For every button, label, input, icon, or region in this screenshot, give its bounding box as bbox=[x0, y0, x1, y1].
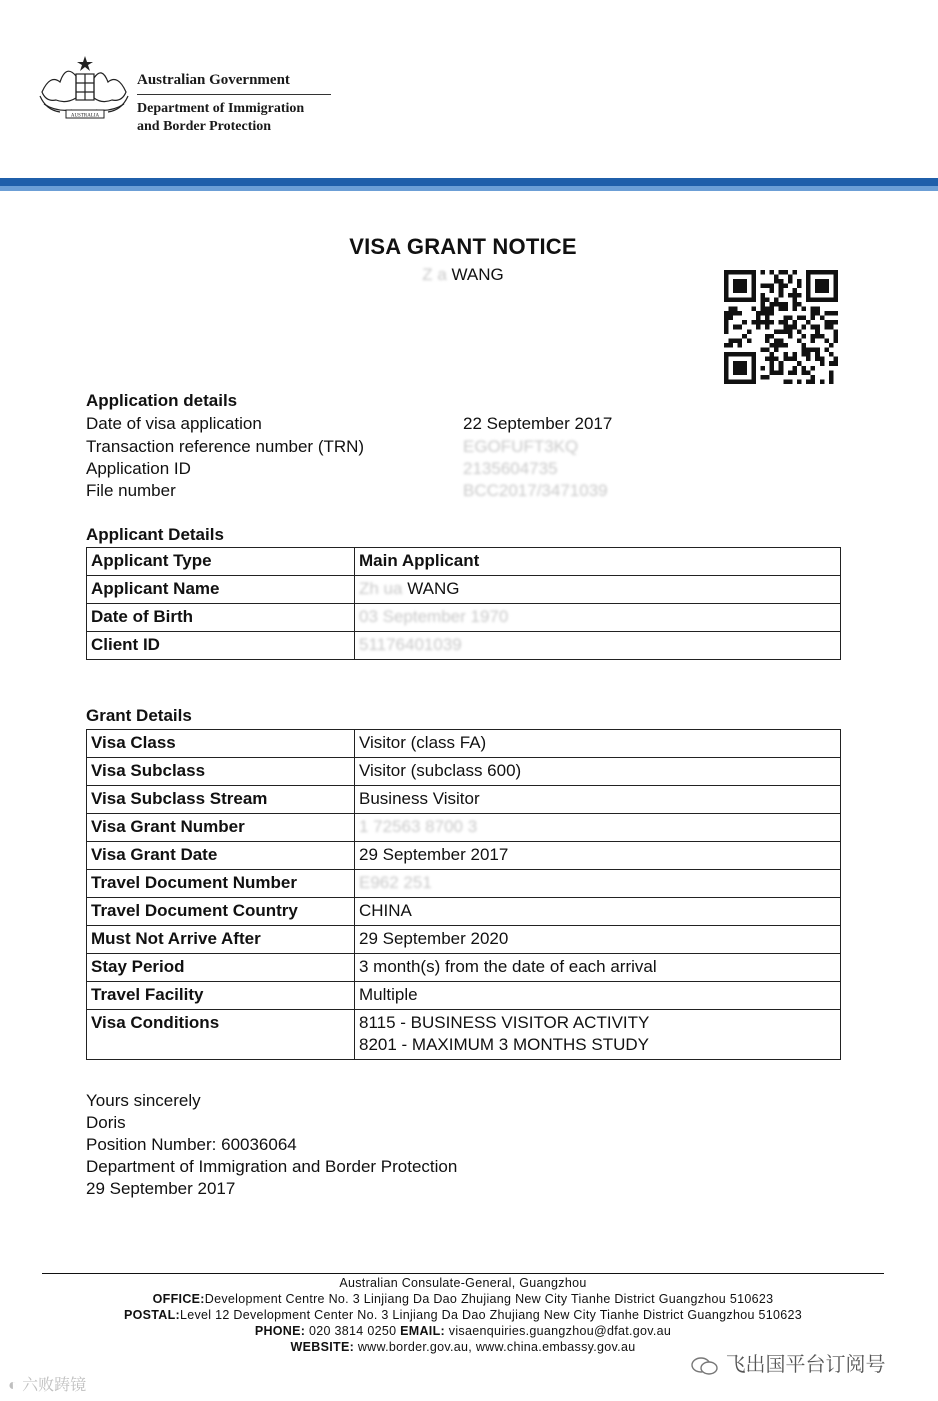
table-label: Visa Grant Date bbox=[87, 842, 355, 870]
redacted-given-name: Zh ua bbox=[359, 579, 403, 598]
table-row bbox=[87, 898, 841, 926]
table-row bbox=[87, 982, 841, 1010]
table-label: Must Not Arrive After bbox=[87, 926, 355, 954]
position-number: Position Number: 60036064 bbox=[86, 1135, 297, 1154]
government-name: Australian Government bbox=[137, 72, 331, 95]
crest-banner-text: AUSTRALIA bbox=[70, 113, 100, 119]
redacted-value: 1 72563 8700 3 bbox=[359, 817, 478, 836]
table-row bbox=[87, 548, 841, 576]
coat-of-arms-icon bbox=[36, 52, 132, 122]
office-address: OFFICE:Development Centre No. 3 Linjiang Da Dao Zhujiang New City Tianhe District Guangzhou 510623 bbox=[152, 1292, 774, 1306]
watermark-left: ◐ 六败踌镜 bbox=[8, 1377, 87, 1394]
website-line: WEBSITE: www.border.gov.au, www.china.embassy.gov.au bbox=[290, 1340, 636, 1354]
app-value-trn: EGOFUFT3KQ bbox=[463, 437, 579, 456]
table-value bbox=[355, 870, 841, 898]
department-name bbox=[137, 100, 331, 136]
table-value: Business Visitor bbox=[355, 786, 841, 814]
redacted-given-name: Z a bbox=[422, 265, 447, 284]
redacted-value: 51176401039 bbox=[359, 635, 462, 654]
table-label: Travel Document Number bbox=[87, 870, 355, 898]
redacted-value: E962 251 bbox=[359, 873, 432, 892]
table-label: Date of Birth bbox=[87, 604, 355, 632]
applicant-surname: WANG bbox=[451, 265, 504, 284]
app-value-application-id: 2135604735 bbox=[463, 459, 558, 478]
table-label: Travel Facility bbox=[87, 982, 355, 1010]
table-row bbox=[87, 842, 841, 870]
table-value: Multiple bbox=[355, 982, 841, 1010]
applicant-details-heading: Applicant Details bbox=[86, 525, 224, 544]
app-label-trn: Transaction reference number (TRN) bbox=[86, 437, 365, 456]
table-row bbox=[87, 786, 841, 814]
table-label: Applicant Type bbox=[87, 548, 355, 576]
table-row bbox=[87, 1010, 841, 1060]
table-label: Visa Subclass bbox=[87, 758, 355, 786]
app-value-file-number: BCC2017/3471039 bbox=[463, 481, 608, 500]
table-row bbox=[87, 926, 841, 954]
table-label: Travel Document Country bbox=[87, 898, 355, 926]
table-row bbox=[87, 730, 841, 758]
signature-block bbox=[86, 1090, 457, 1200]
table-value: Main Applicant bbox=[355, 548, 841, 576]
table-value: Visitor (subclass 600) bbox=[355, 758, 841, 786]
table-row bbox=[87, 604, 841, 632]
table-value bbox=[355, 604, 841, 632]
applicant-surname: WANG bbox=[407, 579, 460, 598]
table-label: Visa Grant Number bbox=[87, 814, 355, 842]
visa-condition: 8115 - BUSINESS VISITOR ACTIVITY bbox=[359, 1013, 650, 1032]
signature-date: 29 September 2017 bbox=[86, 1179, 236, 1198]
table-value: 29 September 2017 bbox=[355, 842, 841, 870]
table-row bbox=[87, 870, 841, 898]
header-band-light bbox=[0, 186, 938, 191]
wechat-icon bbox=[690, 1356, 720, 1376]
app-label-file-number: File number bbox=[86, 481, 176, 500]
grant-details-heading: Grant Details bbox=[86, 706, 192, 725]
contact-line: PHONE: 020 3814 0250 EMAIL: visaenquiries.guangzhou@dfat.gov.au bbox=[254, 1324, 672, 1338]
table-label: Visa Conditions bbox=[87, 1010, 355, 1060]
applicant-details-table bbox=[86, 547, 841, 660]
table-value: CHINA bbox=[355, 898, 841, 926]
page-title: VISA GRANT NOTICE bbox=[349, 234, 577, 259]
government-header bbox=[137, 72, 331, 136]
table-label: Applicant Name bbox=[87, 576, 355, 604]
weibo-icon: ◐ bbox=[8, 1377, 18, 1394]
table-value: 29 September 2020 bbox=[355, 926, 841, 954]
table-label: Stay Period bbox=[87, 954, 355, 982]
table-label: Visa Class bbox=[87, 730, 355, 758]
postal-address: POSTAL:Level 12 Development Center No. 3 Linjiang Da Dao Zhujiang New City Tianhe District Guangzhou 510623 bbox=[123, 1308, 803, 1322]
table-row bbox=[87, 954, 841, 982]
header-band bbox=[0, 178, 938, 186]
table-value bbox=[355, 814, 841, 842]
app-value-date: 22 September 2017 bbox=[463, 414, 613, 433]
table-row bbox=[87, 814, 841, 842]
footer bbox=[0, 1275, 926, 1355]
table-row bbox=[87, 576, 841, 604]
department-line-2: and Border Protection bbox=[137, 119, 272, 134]
consulate-name: Australian Consulate-General, Guangzhou bbox=[339, 1276, 587, 1290]
table-value bbox=[355, 632, 841, 660]
department-line-1: Department of Immigration bbox=[137, 101, 305, 116]
table-value: Visitor (class FA) bbox=[355, 730, 841, 758]
table-row bbox=[87, 758, 841, 786]
watermark-right: 飞出国平台订阅号 bbox=[690, 1348, 886, 1377]
signatory-department: Department of Immigration and Border Protection bbox=[86, 1157, 458, 1176]
app-label-application-id: Application ID bbox=[86, 459, 191, 478]
signatory-name: Doris bbox=[86, 1113, 126, 1132]
visa-condition: 8201 - MAXIMUM 3 MONTHS STUDY bbox=[359, 1035, 649, 1054]
table-value bbox=[355, 576, 841, 604]
qr-code-icon bbox=[724, 270, 838, 384]
grant-details-table bbox=[86, 729, 841, 1060]
closing: Yours sincerely bbox=[86, 1091, 201, 1110]
application-details-heading: Application details bbox=[86, 391, 238, 410]
redacted-value: 03 September 1970 bbox=[359, 607, 509, 626]
table-label: Client ID bbox=[87, 632, 355, 660]
table-value: 3 month(s) from the date of each arrival bbox=[355, 954, 841, 982]
app-label-date: Date of visa application bbox=[86, 414, 262, 433]
table-label: Visa Subclass Stream bbox=[87, 786, 355, 814]
footer-divider bbox=[42, 1273, 884, 1274]
table-row bbox=[87, 632, 841, 660]
table-value bbox=[355, 1010, 841, 1060]
